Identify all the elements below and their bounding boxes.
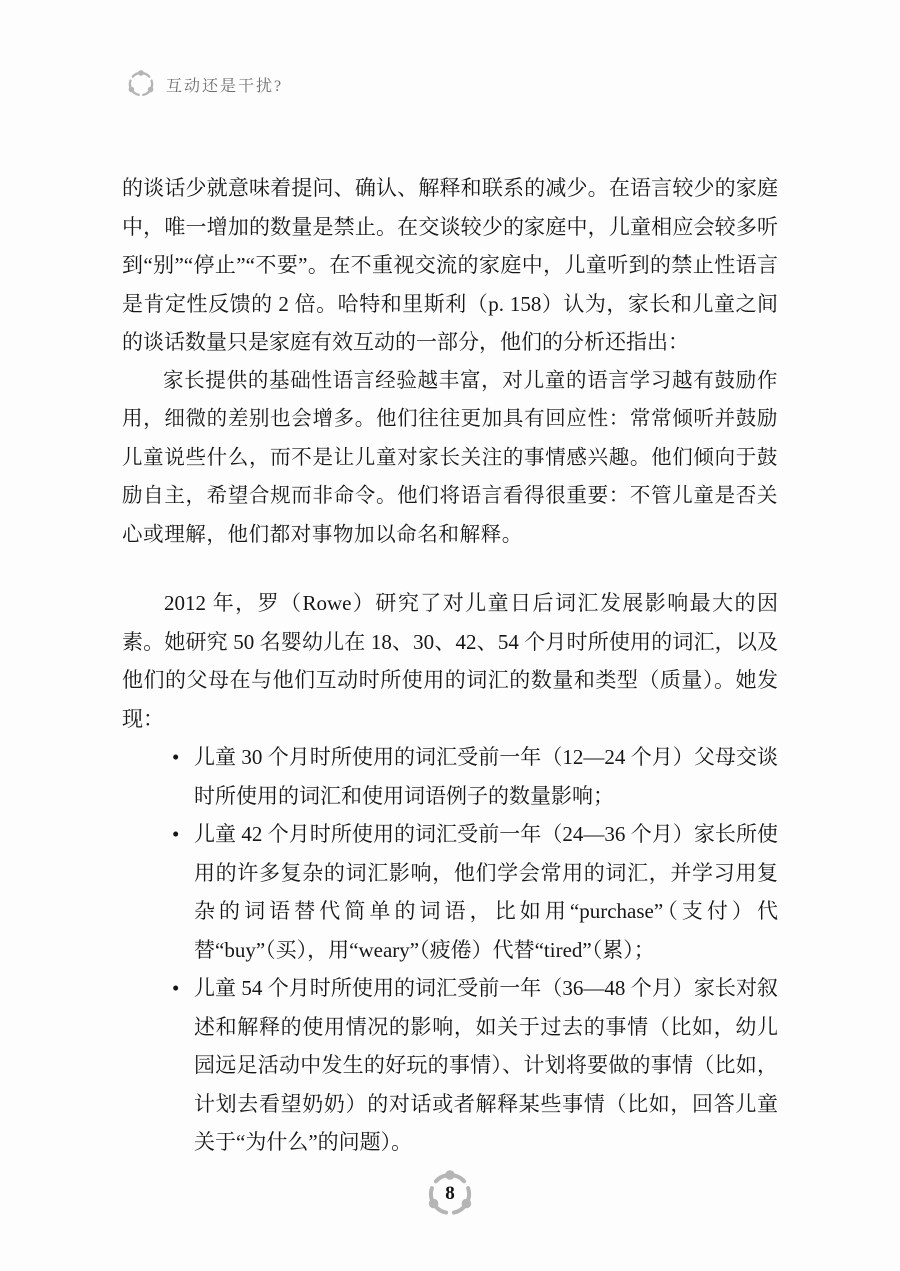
bullet-icon: • bbox=[172, 976, 180, 1000]
paragraph-continuation: 的谈话少就意味着提问、确认、解释和联系的减少。在语言较少的家庭中，唯一增加的数量是禁止。在交谈较少的家庭中，儿童相应会较多听到“别”“停止”“不要”。在不重视交流的家庭中，儿童听到的禁止性语言是肯定性反馈的 2 倍。哈特和里斯利（p. 158）认为，家长和儿童之间的谈话数量只是家庭有效互动的一部分，他们的分析还指出： bbox=[122, 176, 778, 354]
findings-list bbox=[122, 738, 778, 1162]
list-item bbox=[122, 738, 778, 815]
list-item bbox=[122, 815, 778, 969]
page-number-ornament bbox=[426, 1170, 474, 1218]
paragraph-rowe-study: 2012 年，罗（Rowe）研究了对儿童日后词汇发展影响最大的因素。她研究 50 名婴幼儿在 18、30、42、54 个月时所使用的词汇，以及他们的父母在与他们互动时所使用的词汇的数量和类型（质量）。她发现： bbox=[122, 591, 778, 731]
page-number: 8 bbox=[445, 1183, 455, 1204]
running-header-title: 互动还是干扰? bbox=[166, 77, 284, 95]
page-body bbox=[122, 169, 778, 1162]
page-footer bbox=[0, 1170, 900, 1218]
three-dot-circle-ornament-icon bbox=[127, 70, 155, 98]
running-header bbox=[127, 70, 283, 98]
list-item-text: 儿童 54 个月时所使用的词汇受前一年（36—48 个月）家长对叙述和解释的使用情况的影响，如关于过去的事情（比如，幼儿园远足活动中发生的好玩的事情）、计划将要做的事情（比如，计划去看望奶奶）的对话或者解释某些事情（比如，回答儿童关于“为什么”的问题）。 bbox=[194, 976, 778, 1154]
bullet-icon: • bbox=[172, 822, 180, 846]
bullet-icon: • bbox=[172, 745, 180, 769]
list-item bbox=[122, 969, 778, 1162]
block-quote: 家长提供的基础性语言经验越丰富，对儿童的语言学习越有鼓励作用，细微的差别也会增多。他们往往更加具有回应性：常常倾听并鼓励儿童说些什么，而不是让儿童对家长关注的事情感兴趣。他们倾向于鼓励自主，希望合规而非命令。他们将语言看得很重要：不管儿童是否关心或理解，他们都对事物加以命名和解释。 bbox=[122, 369, 778, 546]
list-item-text: 儿童 30 个月时所使用的词汇受前一年（12—24 个月）父母交谈时所使用的词汇和使用词语例子的数量影响； bbox=[194, 745, 778, 808]
list-item-text: 儿童 42 个月时所使用的词汇受前一年（24—36 个月）家长所使用的许多复杂的词汇影响，他们学会常用的词汇，并学习用复杂的词语替代简单的词语，比如用“purchase”（支付）代替“buy”（买），用“weary”（疲倦）代替“tired”（累）； bbox=[194, 822, 778, 962]
